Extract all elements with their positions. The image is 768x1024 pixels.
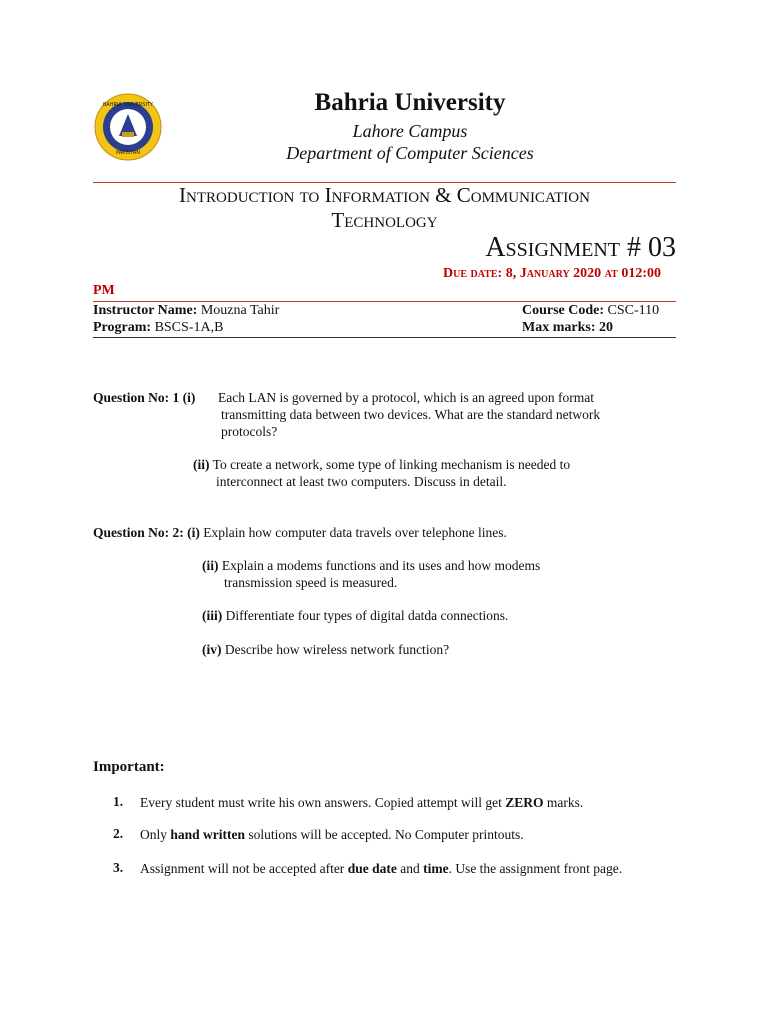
- q1-part-i: Each LAN is governed by a protocol, which is an agreed upon format: [218, 390, 595, 405]
- max-marks-row: [522, 320, 613, 336]
- svg-text:PAKISTAN: [116, 150, 140, 156]
- q2-part-iv: (iv) Describe how wireless network function?: [202, 642, 450, 657]
- max-marks-label: Max marks:: [522, 320, 596, 335]
- q2-part-ii-cont: transmission speed is measured.: [224, 575, 398, 590]
- question-1-label: Question No: 1 (i): [93, 390, 196, 405]
- q1-part-i-cont: transmitting data between two devices. What are the standard network protocols?: [221, 407, 601, 439]
- assignment-title: Assignment # 03: [485, 232, 676, 263]
- info-top-rule: [93, 301, 676, 302]
- q2-part-ii-num: (ii): [202, 558, 219, 573]
- course-title-line2: Technology: [331, 208, 438, 232]
- course-code-row: [522, 303, 659, 319]
- q2-part-iv-num: (iv): [202, 642, 222, 657]
- due-time-suffix: PM: [93, 283, 115, 298]
- q1-part-ii-num: (ii): [193, 457, 210, 472]
- rule-1: Every student must write his own answers. Copied attempt will get ZERO marks.: [140, 795, 584, 810]
- rule-2: Only hand written solutions will be accepted. No Computer printouts.: [140, 827, 524, 842]
- svg-text:BAHRIA UNIVERSITY: [103, 102, 154, 108]
- program-row: [93, 320, 223, 336]
- q2-part-i-num: (i): [187, 525, 200, 540]
- q2-part-i: Explain how computer data travels over telephone lines.: [203, 525, 507, 540]
- program-value: BSCS-1A,B: [154, 320, 224, 335]
- campus-name: Lahore Campus: [352, 121, 468, 141]
- q1-part-i-num: (i): [182, 390, 196, 405]
- instructor-value: Mouzna Tahir: [200, 303, 280, 318]
- course-title-line1: Introduction to Information & Communication: [179, 183, 590, 207]
- info-bottom-rule: [93, 337, 676, 338]
- rule-3-number: 3.: [113, 860, 124, 875]
- rule-1-number: 1.: [113, 794, 124, 809]
- instructor-label: Instructor Name:: [93, 303, 198, 318]
- university-name: Bahria University: [314, 89, 506, 116]
- instructor-row: [93, 303, 279, 319]
- rule-3: Assignment will not be accepted after due date and time. Use the assignment front page.: [140, 861, 623, 876]
- university-logo: [93, 92, 163, 162]
- important-heading: Important:: [93, 759, 165, 775]
- logo-ring-text-top: BAHRIA UNIVERSITY: [102, 102, 154, 108]
- max-marks-value: 20: [599, 320, 613, 335]
- department-name: Department of Computer Sciences: [286, 143, 534, 163]
- course-title: [93, 183, 676, 233]
- q1-part-ii-cont: interconnect at least two computers. Discuss in detail.: [216, 474, 507, 489]
- course-code-label: Course Code:: [522, 303, 605, 318]
- due-date: Due date: 8, January 2020 at 012:00: [443, 266, 661, 281]
- question-2-label: Question No: 2: (i) Explain how computer data travels over telephone lines.: [93, 525, 507, 540]
- course-code-value: CSC-110: [607, 303, 660, 318]
- q2-part-iii-num: (iii): [202, 608, 223, 623]
- program-label: Program:: [93, 320, 152, 335]
- rule-2-number: 2.: [113, 826, 124, 841]
- logo-ring-text-bottom: PAKISTAN: [116, 150, 140, 156]
- q2-part-ii: (ii) Explain a modems functions and its uses and how modems: [202, 558, 541, 573]
- q1-part-ii: (ii) To create a network, some type of linking mechanism is needed to: [193, 457, 571, 472]
- q2-part-iii: (iii) Differentiate four types of digital datda connections.: [202, 608, 509, 623]
